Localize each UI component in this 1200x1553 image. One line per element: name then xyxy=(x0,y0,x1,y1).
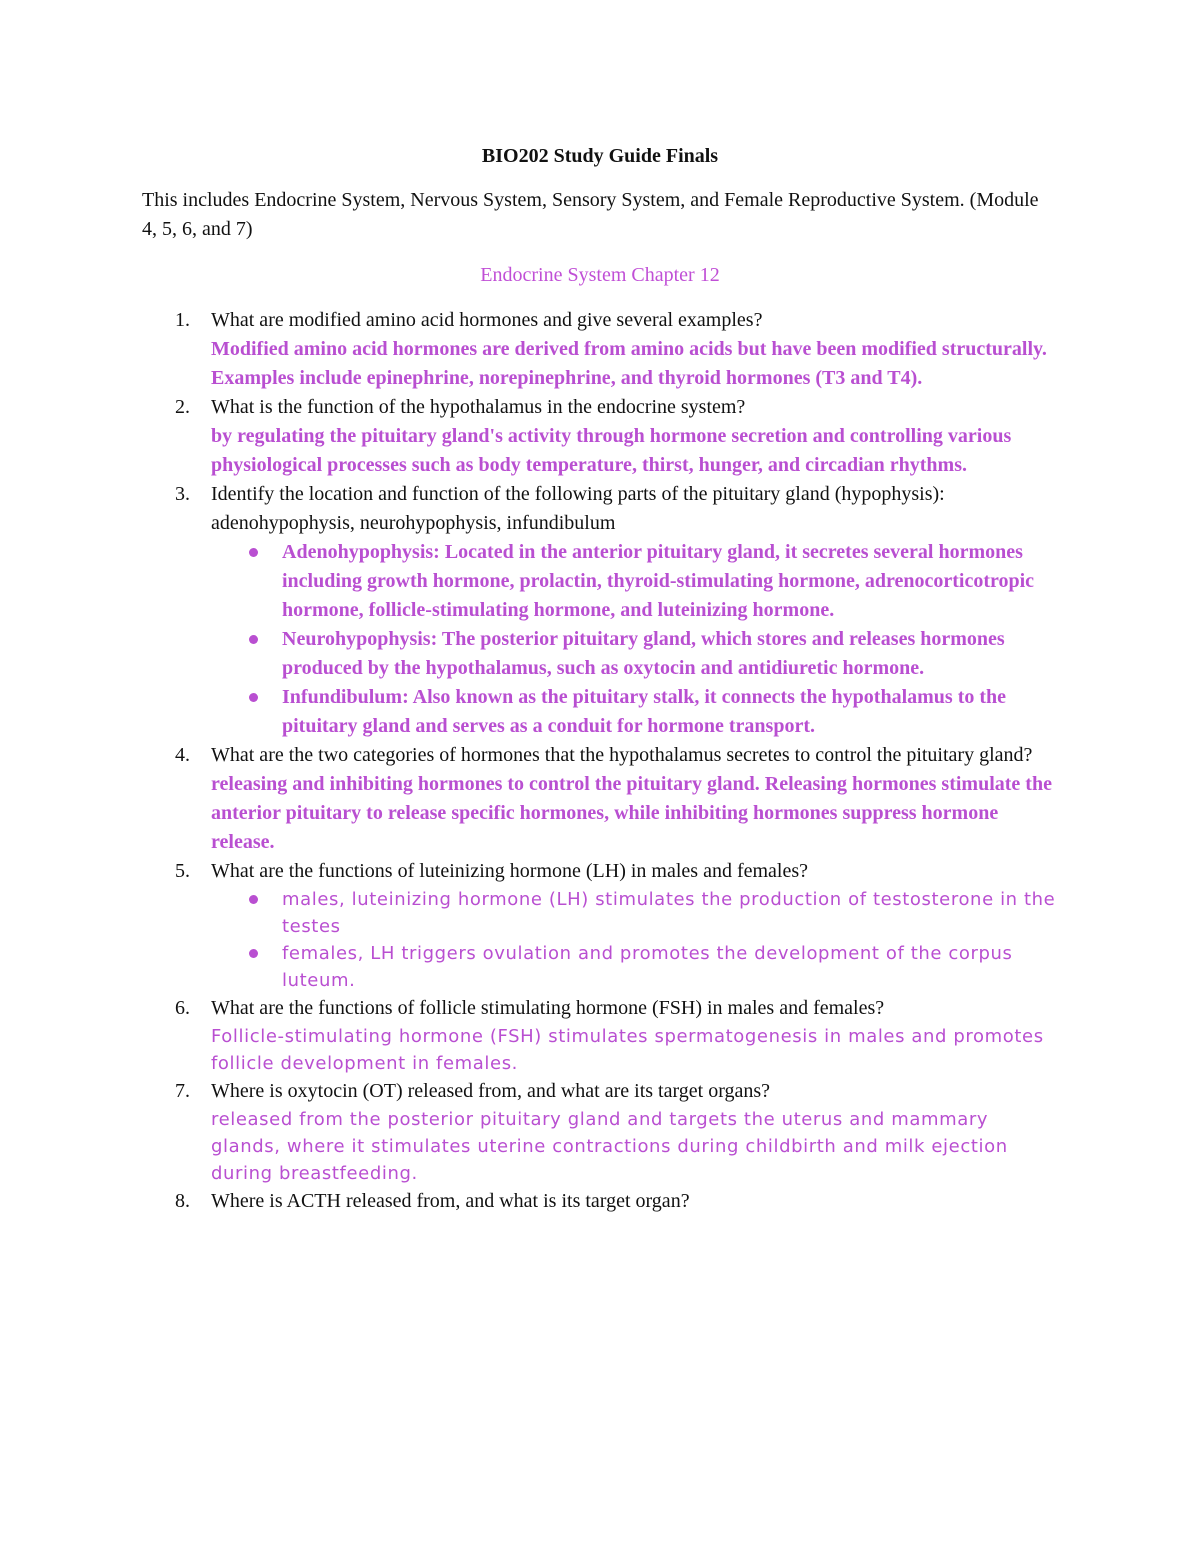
question-item-3 xyxy=(0,480,1061,741)
answer-bullet xyxy=(211,886,1061,940)
bullet-dot-icon xyxy=(249,693,258,702)
question-item-5 xyxy=(0,857,1061,994)
answer-text: by regulating the pituitary gland's activity through hormone secretion and controlling various physiological processes such as body temperature, thirst, hunger, and circadian rhythms. xyxy=(211,425,1012,476)
question-item-6 xyxy=(0,994,1061,1077)
answer-bullet xyxy=(211,683,1061,741)
answer-bullet-text: Infundibulum: Also known as the pituitary stalk, it connects the hypothalamus to the pituitary gland and serves as a conduit for hormone transport. xyxy=(282,686,1007,737)
question-text: What are the functions of luteinizing hormone (LH) in males and females? xyxy=(211,860,809,882)
bullet-dot-icon xyxy=(249,895,258,904)
question-text: Identify the location and function of the following parts of the pituitary gland (hypophysis): adenohypophysis, neurohypophysis, infundibulum xyxy=(211,483,945,534)
question-number: 5. xyxy=(175,860,190,882)
question-text: What are the functions of follicle stimulating hormone (FSH) in males and females? xyxy=(211,997,885,1019)
bullet-dot-icon xyxy=(249,635,258,644)
question-number: 1. xyxy=(175,309,190,331)
question-item-4 xyxy=(0,741,1061,857)
section-heading: Endocrine System Chapter 12 xyxy=(480,264,720,286)
answer-bullet-text: Adenohypophysis: Located in the anterior pituitary gland, it secretes several hormones including growth hormone, prolactin, thyroid-stimulating hormone, adrenocorticotropic hormone, follicle-stimulating hormone, and luteinizing hormone. xyxy=(282,541,1035,621)
answer-bullet-text: Neurohypophysis: The posterior pituitary gland, which stores and releases hormones produced by the hypothalamus, such as oxytocin and antidiuretic hormone. xyxy=(282,628,1005,679)
question-text: What are modified amino acid hormones and give several examples? xyxy=(211,309,763,331)
question-number: 2. xyxy=(175,396,190,418)
question-number: 7. xyxy=(175,1080,190,1102)
question-item-8 xyxy=(0,1187,1061,1216)
answer-text: Modified amino acid hormones are derived from amino acids but have been modified structurally. Examples include epinephrine, norepinephrine, and thyroid hormones (T3 and T4). xyxy=(211,338,1047,389)
answer-text: released from the posterior pituitary gland and targets the uterus and mammary glands, where it stimulates uterine contractions during childbirth and milk ejection during breastfeeding. xyxy=(211,1109,1008,1184)
answer-bullet-text: females, LH triggers ovulation and promotes the development of the corpus luteum. xyxy=(282,943,1013,991)
document-title: BIO202 Study Guide Finals xyxy=(481,145,719,167)
question-text: Where is ACTH released from, and what is its target organ? xyxy=(211,1190,690,1212)
question-list xyxy=(0,306,1200,1216)
intro-paragraph: This includes Endocrine System, Nervous System, Sensory System, and Female Reproductive System. (Module 4, 5, 6, and 7) xyxy=(142,189,1039,240)
question-text: What is the function of the hypothalamus in the endocrine system? xyxy=(211,396,746,418)
question-item-2 xyxy=(0,393,1061,480)
answer-text: Follicle-stimulating hormone (FSH) stimulates spermatogenesis in males and promotes follicle development in females. xyxy=(211,1026,1044,1074)
question-number: 4. xyxy=(175,744,190,766)
question-number: 3. xyxy=(175,483,190,505)
question-number: 6. xyxy=(175,997,190,1019)
question-item-7 xyxy=(0,1077,1061,1187)
answer-bullet-text: males, luteinizing hormone (LH) stimulates the production of testosterone in the testes xyxy=(282,889,1056,937)
answer-bullet xyxy=(211,625,1061,683)
answer-bullet xyxy=(211,940,1061,994)
answer-bullet xyxy=(211,538,1061,625)
question-item-1 xyxy=(0,306,1061,393)
answer-bullet-list xyxy=(211,538,1061,741)
answer-bullet-list xyxy=(211,886,1061,994)
question-number: 8. xyxy=(175,1190,190,1212)
bullet-dot-icon xyxy=(249,949,258,958)
answer-text: releasing and inhibiting hormones to control the pituitary gland. Releasing hormones stimulate the anterior pituitary to release specific hormones, while inhibiting hormones suppress hormone release. xyxy=(211,773,1052,853)
question-text: What are the two categories of hormones that the hypothalamus secretes to control the pituitary gland? xyxy=(211,744,1033,766)
question-text: Where is oxytocin (OT) released from, and what are its target organs? xyxy=(211,1080,771,1102)
bullet-dot-icon xyxy=(249,548,258,557)
